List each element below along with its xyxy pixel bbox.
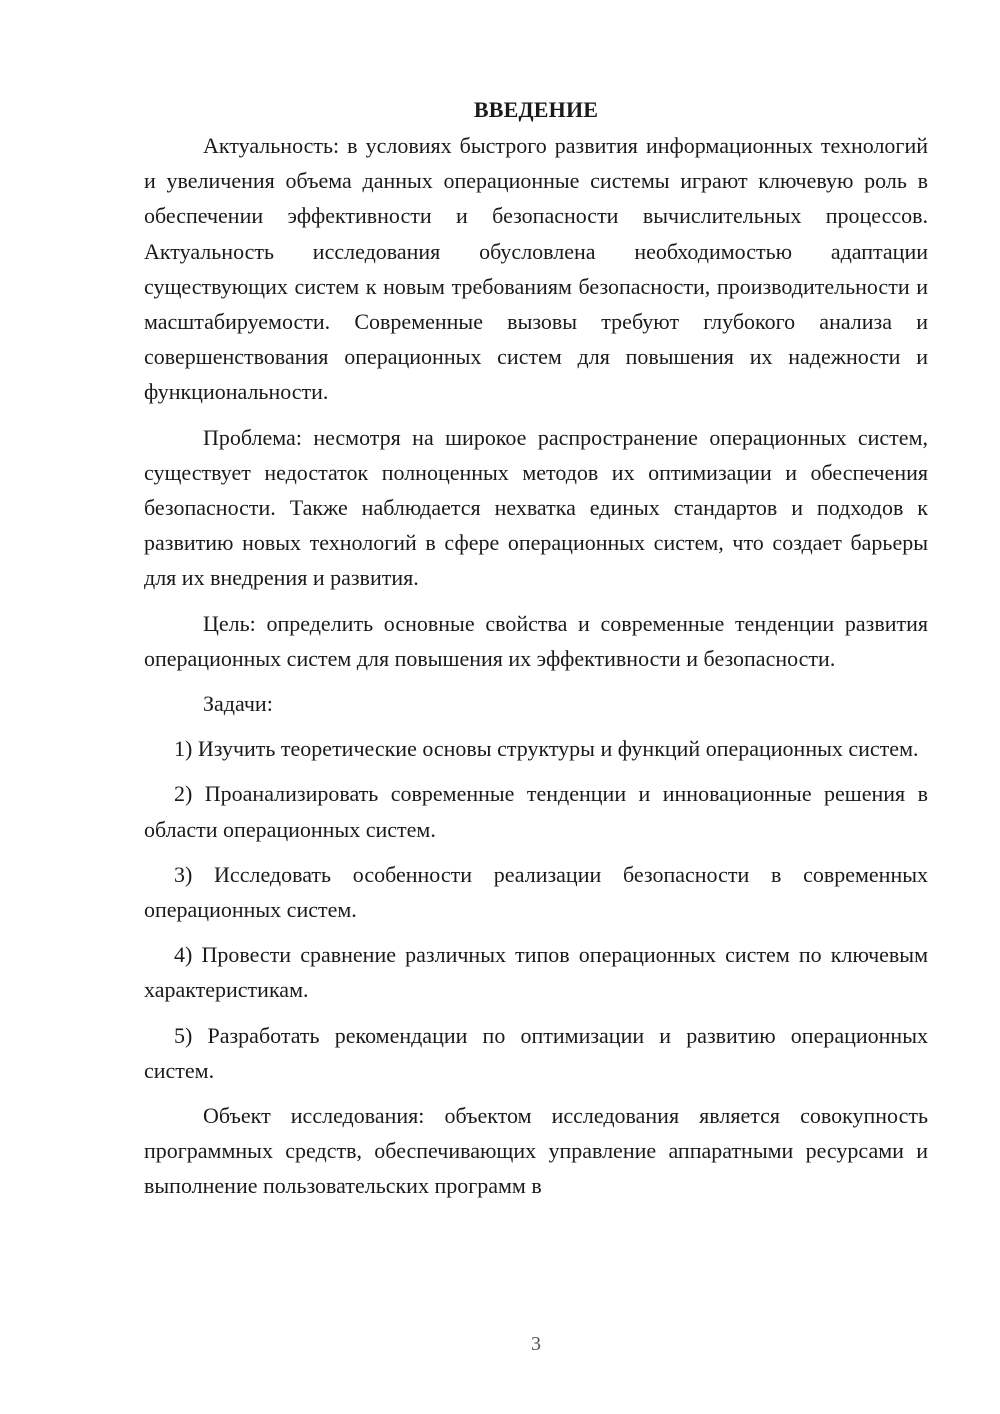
task-item-1: 1) Изучить теоретические основы структуры и функций операционных систем. bbox=[174, 736, 919, 762]
paragraph-relevance: Актуальность: в условиях быстрого развития информационных технологий и увеличения объема данных операционные системы играют ключевую роль в обеспечении эффективности и безопасности вычислительных процессов. Актуальность исследования обусловлена необходимостью адаптации существующих систем к новым требованиям безопасности, производительности и масштабируемости. Современные вызовы требуют глубокого анализа и совершенствования операционных систем для повышения их надежности и функциональности. bbox=[144, 133, 928, 405]
page-title: ВВЕДЕНИЕ bbox=[473, 97, 599, 122]
document-page bbox=[144, 92, 928, 1204]
page-number: 3 bbox=[531, 1333, 541, 1355]
paragraph-tasks-heading: Задачи: bbox=[203, 691, 273, 717]
task-item-4: 4) Провести сравнение различных типов операционных систем по ключевым характеристикам. bbox=[144, 942, 928, 1003]
paragraph-object: Объект исследования: объектом исследования является совокупность программных средств, обеспечивающих управление аппаратными ресурсами и выполнение пользовательских программ в bbox=[144, 1103, 928, 1199]
task-item-2: 2) Проанализировать современные тенденции и инновационные решения в области операционных систем. bbox=[144, 781, 928, 842]
task-item-5: 5) Разработать рекомендации по оптимизации и развитию операционных систем. bbox=[144, 1022, 928, 1083]
task-item-3: 3) Исследовать особенности реализации безопасности в современных операционных систем. bbox=[144, 861, 928, 923]
paragraph-goal: Цель: определить основные свойства и современные тенденции развития операционных систем для повышения их эффективности и безопасности. bbox=[144, 610, 928, 671]
paragraph-problem: Проблема: несмотря на широкое распространение операционных систем, существует недостаток полноценных методов их оптимизации и обеспечения безопасности. Также наблюдается нехватка единых стандартов и подходов к развитию новых технологий в сфере операционных систем, что создает барьеры для их внедрения и развития. bbox=[144, 424, 928, 591]
